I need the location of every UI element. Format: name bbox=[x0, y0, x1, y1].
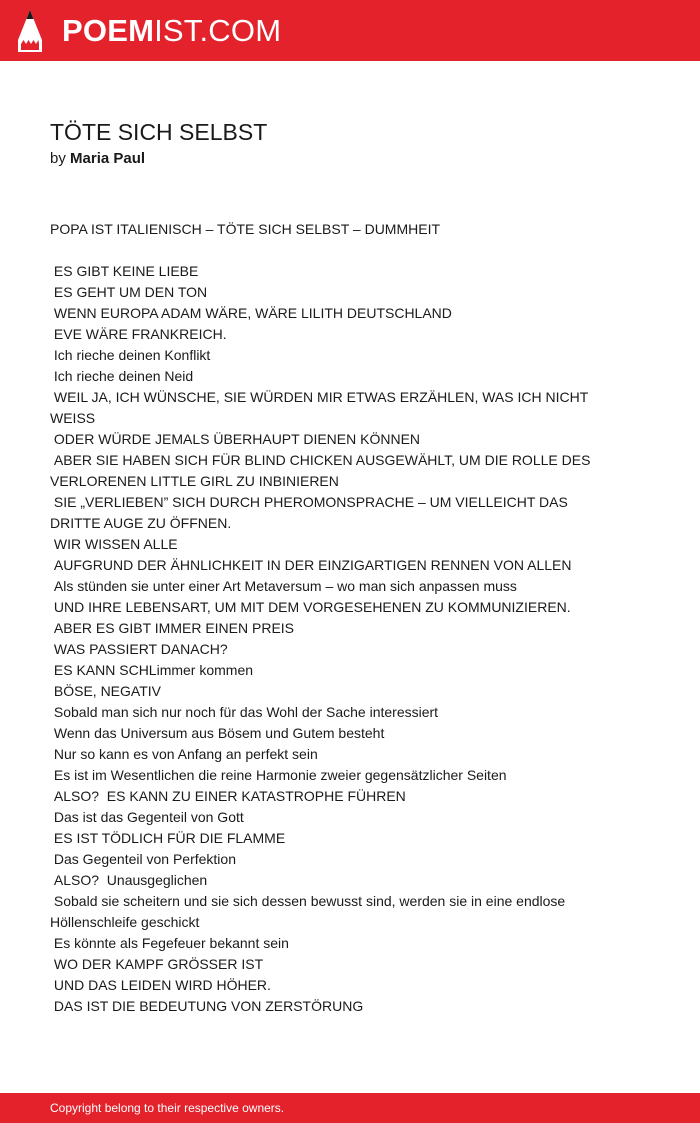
poem-line: ABER ES GIBT IMMER EINEN PREIS bbox=[50, 620, 295, 636]
poem-line bbox=[50, 240, 610, 261]
poem-line: Wenn das Universum aus Bösem und Gutem besteht bbox=[50, 725, 385, 741]
poem-line: WO DER KAMPF GRÖSSER IST bbox=[50, 956, 264, 972]
poem-line: Das ist das Gegenteil von Gott bbox=[50, 809, 244, 825]
site-header bbox=[0, 0, 700, 61]
poem-line: Das Gegenteil von Perfektion bbox=[50, 851, 236, 867]
poem-line: Es könnte als Fegefeuer bekannt sein bbox=[50, 935, 289, 951]
poem-line: ES GEHT UM DEN TON bbox=[50, 284, 208, 300]
poem-line: AUFGRUND DER ÄHNLICHKEIT IN DER EINZIGARTIGEN RENNEN VON ALLEN bbox=[50, 557, 572, 573]
poem-line: ES IST TÖDLICH FÜR DIE FLAMME bbox=[50, 830, 286, 846]
site-logo-link[interactable] bbox=[62, 12, 281, 50]
brand-light-text: IST.COM bbox=[154, 13, 282, 48]
author-name: Maria Paul bbox=[70, 150, 146, 167]
poem-line: Als stünden sie unter einer Art Metaversum – wo man sich anpassen muss bbox=[50, 578, 517, 594]
poem-line: Es ist im Wesentlichen die reine Harmonie zweier gegensätzlicher Seiten bbox=[50, 767, 507, 783]
poem-body bbox=[50, 219, 610, 1017]
poem-line: ALSO? ES KANN ZU EINER KATASTROPHE FÜHREN bbox=[50, 788, 406, 804]
poem-line: BÖSE, NEGATIV bbox=[50, 683, 161, 699]
poem-line: WEIL JA, ICH WÜNSCHE, SIE WÜRDEN MIR ETWAS ERZÄHLEN, WAS ICH NICHT WEISS bbox=[50, 389, 592, 426]
by-label: by bbox=[50, 150, 66, 167]
poem-line: Ich rieche deinen Konflikt bbox=[50, 347, 211, 363]
poem-line: UND DAS LEIDEN WIRD HÖHER. bbox=[50, 977, 271, 993]
poem-line: ODER WÜRDE JEMALS ÜBERHAUPT DIENEN KÖNNEN bbox=[50, 431, 421, 447]
poem-line: EVE WÄRE FRANKREICH. bbox=[50, 326, 227, 342]
poem-line: POPA IST ITALIENISCH – TÖTE SICH SELBST – DUMMHEIT bbox=[50, 221, 441, 237]
copyright-text: Copyright belong to their respective owners. bbox=[50, 1101, 285, 1115]
poem-line: UND IHRE LEBENSART, UM MIT DEM VORGESEHENEN ZU KOMMUNIZIEREN. bbox=[50, 599, 571, 615]
poem-line: Sobald man sich nur noch für das Wohl der Sache interessiert bbox=[50, 704, 439, 720]
poem-line: WENN EUROPA ADAM WÄRE, WÄRE LILITH DEUTSCHLAND bbox=[50, 305, 452, 321]
poem-line: Sobald sie scheitern und sie sich dessen bewusst sind, werden sie in eine endlose Höllenschleife geschickt bbox=[50, 893, 570, 930]
poem-line: Nur so kann es von Anfang an perfekt sein bbox=[50, 746, 318, 762]
poem-line: ES KANN SCHLimmer kommen bbox=[50, 662, 254, 678]
poem-line: ALSO? Unausgeglichen bbox=[50, 872, 208, 888]
poem-title: TÖTE SICH SELBST bbox=[50, 119, 268, 145]
poem-line: DAS IST DIE BEDEUTUNG VON ZERSTÖRUNG bbox=[50, 998, 364, 1014]
poem-line: ES GIBT KEINE LIEBE bbox=[50, 263, 199, 279]
brand-bold-text: POEM bbox=[62, 13, 155, 48]
poem-line: SIE „VERLIEBEN” SICH DURCH PHEROMONSPRACHE – UM VIELLEICHT DAS DRITTE AUGE ZU ÖFFNEN. bbox=[50, 494, 572, 531]
poem-line: WIR WISSEN ALLE bbox=[50, 536, 178, 552]
poem-line: WAS PASSIERT DANACH? bbox=[50, 641, 228, 657]
byline bbox=[50, 149, 145, 169]
pencil-icon[interactable] bbox=[18, 10, 42, 52]
poem-line: Ich rieche deinen Neid bbox=[50, 368, 194, 384]
poem-line: ABER SIE HABEN SICH FÜR BLIND CHICKEN AUSGEWÄHLT, UM DIE ROLLE DES VERLORENEN LITTLE GIRL ZU INBINIEREN bbox=[50, 452, 595, 489]
site-footer bbox=[0, 1093, 700, 1123]
